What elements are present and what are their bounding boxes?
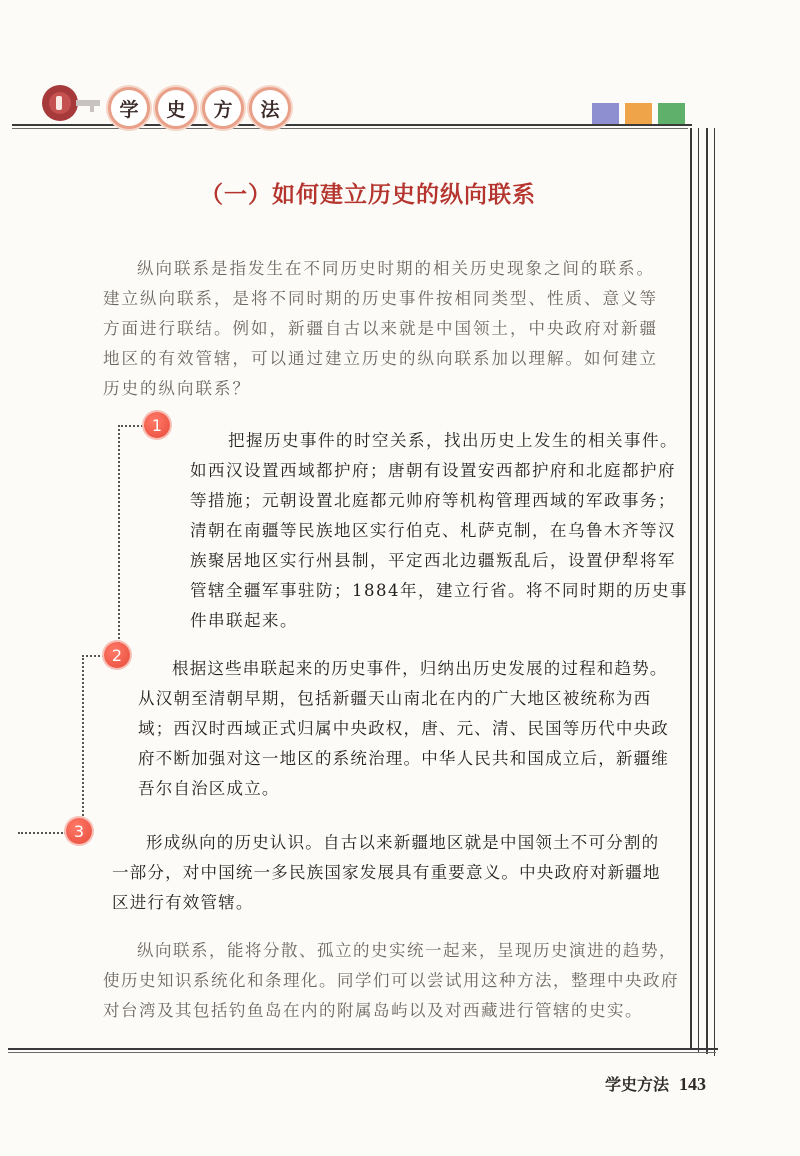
footer-rule-thin (8, 1052, 716, 1053)
step-line: 把握历史事件的时空关系，找出历史上发生的相关事件。 (228, 431, 678, 450)
color-swatch-orange (625, 103, 652, 124)
intro-line: 建立纵向联系，是将不同时期的历史事件按相同类型、性质、意义等 (103, 289, 658, 308)
conclusion-paragraph (103, 936, 688, 1026)
conclusion-line: 对台湾及其包括钓鱼岛在内的附属岛屿以及对西藏进行管辖的史实。 (103, 1001, 643, 1020)
connector-2-h (82, 655, 104, 657)
step-line: 如西汉设置西域都护府；唐朝有设置安西都护府和北庭都护府 (190, 461, 676, 480)
step-number-3: 3 (66, 818, 92, 844)
footer-rule (8, 1048, 718, 1050)
page-number: 143 (679, 1074, 707, 1094)
right-border-4 (714, 128, 715, 1056)
header-rule (12, 124, 692, 126)
step-line: 件串联起来。 (190, 611, 298, 630)
step-line: 族聚居地区实行州县制，平定西北边疆叛乱后，设置伊犁将军 (190, 551, 676, 570)
connector-3-h (18, 832, 66, 834)
intro-line: 地区的有效管辖，可以通过建立历史的纵向联系加以理解。如何建立 (103, 349, 658, 368)
step-line: 管辖全疆军事驻防；1884年，建立行省。将不同时期的历史事 (190, 581, 688, 600)
conclusion-line: 使历史知识系统化和条理化。同学们可以尝试用这种方法，整理中央政府 (103, 971, 679, 990)
right-border-2 (698, 128, 699, 1052)
header-badge-2: 史 (155, 87, 197, 129)
step-line: 等措施；元朝设置北庭都元帅府等机构管理西域的军政事务； (190, 491, 676, 510)
footer-label: 学史方法 (605, 1075, 670, 1094)
intro-line: 历史的纵向联系？ (103, 379, 251, 398)
intro-paragraph (103, 254, 683, 404)
intro-line: 方面进行联结。例如，新疆自古以来就是中国领土，中央政府对新疆 (103, 319, 658, 338)
connector-2-v (82, 655, 84, 827)
step-2-text (138, 654, 693, 804)
step-line: 一部分，对中国统一多民族国家发展具有重要意义。中央政府对新疆地 (112, 863, 661, 882)
connector-1-h (118, 425, 146, 427)
color-swatch-green (658, 103, 685, 124)
step-3-text (112, 828, 692, 918)
section-title: （一）如何建立历史的纵向联系 (200, 181, 536, 208)
step-line: 从汉朝至清朝早期，包括新疆天山南北在内的广大地区被统称为西 (138, 689, 652, 708)
page-footer (605, 1072, 706, 1095)
connector-1-v (118, 425, 120, 655)
header-badge-3: 方 (202, 87, 244, 129)
header-badge-4: 法 (249, 87, 291, 129)
step-1-text (190, 426, 690, 636)
step-line: 府不断加强对这一地区的系统治理。中华人民共和国成立后，新疆维 (138, 749, 669, 768)
header-rule-thin (12, 128, 688, 129)
step-line: 形成纵向的历史认识。自古以来新疆地区就是中国领土不可分割的 (146, 833, 660, 852)
step-line: 吾尔自治区成立。 (138, 779, 280, 798)
right-border-3 (706, 128, 708, 1054)
step-line: 域；西汉时西域正式归属中央政权，唐、元、清、民国等历代中央政 (138, 719, 669, 738)
step-line: 清朝在南疆等民族地区实行伯克、札萨克制，在乌鲁木齐等汉 (190, 521, 676, 540)
intro-line: 纵向联系是指发生在不同历史时期的相关历史现象之间的联系。 (137, 259, 655, 278)
color-swatch-purple (592, 103, 619, 124)
step-line: 区进行有效管辖。 (112, 893, 254, 912)
step-number-1: 1 (144, 412, 170, 438)
conclusion-line: 纵向联系，能将分散、孤立的史实统一起来，呈现历史演进的趋势， (137, 941, 677, 960)
step-line: 根据这些串联起来的历史事件，归纳出历史发展的过程和趋势。 (172, 659, 668, 678)
header-badge-1: 学 (108, 87, 150, 129)
step-number-2: 2 (104, 642, 130, 668)
key-icon (40, 84, 100, 122)
